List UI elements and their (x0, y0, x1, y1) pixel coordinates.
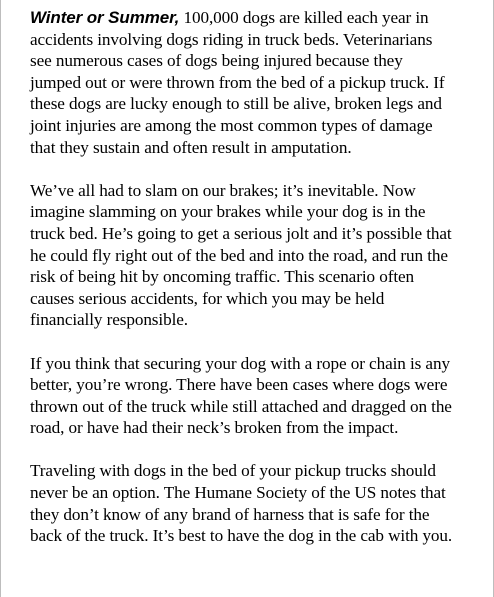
paragraph-line: they don’t know of any brand of harness that is safe for the (30, 504, 430, 524)
lead-phrase: Winter or Summer, (30, 8, 180, 27)
paragraph-line-text: 100,000 dogs are killed each year in (179, 8, 429, 27)
paragraph-line: back of the truck. It’s best to have the dog in the cab with you. (30, 526, 453, 546)
paragraph-line: truck bed. He’s going to get a serious jolt and it’s possible that (30, 223, 452, 243)
paragraph-conclusion (30, 460, 494, 546)
paragraph-line: he could fly right out of the bed and into the road, and run the (30, 245, 448, 265)
paragraph-line: thrown out of the truck while still attached and dragged on the (30, 396, 452, 416)
paragraph-line: that they sustain and often result in amputation. (30, 137, 352, 157)
paragraph-line: these dogs are lucky enough to still be alive, broken legs and (30, 94, 442, 114)
paragraph-line: risk of being hit by oncoming traffic. This scenario often (30, 267, 415, 287)
paragraph-line: road, or have had their neck’s broken from the impact. (30, 418, 399, 438)
paragraph-line: We’ve all had to slam on our brakes; it’s inevitable. Now (30, 180, 416, 200)
paragraph-line: financially responsible. (30, 310, 188, 330)
paragraph-intro (30, 7, 494, 158)
paragraph-line: see numerous cases of dogs being injured because they (30, 51, 403, 71)
paragraph-rope-chain (30, 353, 494, 439)
paragraph-brakes (30, 180, 494, 331)
page-left-border (0, 0, 1, 597)
paragraph-line: jumped out or were thrown from the bed of a pickup truck. If (30, 72, 445, 92)
paragraph-line: imagine slamming on your brakes while your dog is in the (30, 202, 426, 222)
paragraph-line: If you think that securing your dog with a rope or chain is any (30, 353, 450, 373)
paragraph-line (30, 7, 494, 29)
article-body (30, 7, 494, 568)
paragraph-line: never be an option. The Humane Society of the US notes that (30, 483, 446, 503)
paragraph-line: Traveling with dogs in the bed of your pickup trucks should (30, 461, 436, 481)
paragraph-line: causes serious accidents, for which you may be held (30, 288, 385, 308)
paragraph-line: joint injuries are among the most common types of damage (30, 115, 433, 135)
paragraph-line: better, you’re wrong. There have been cases where dogs were (30, 375, 448, 395)
paragraph-line: accidents involving dogs riding in truck beds. Veterinarians (30, 29, 433, 49)
